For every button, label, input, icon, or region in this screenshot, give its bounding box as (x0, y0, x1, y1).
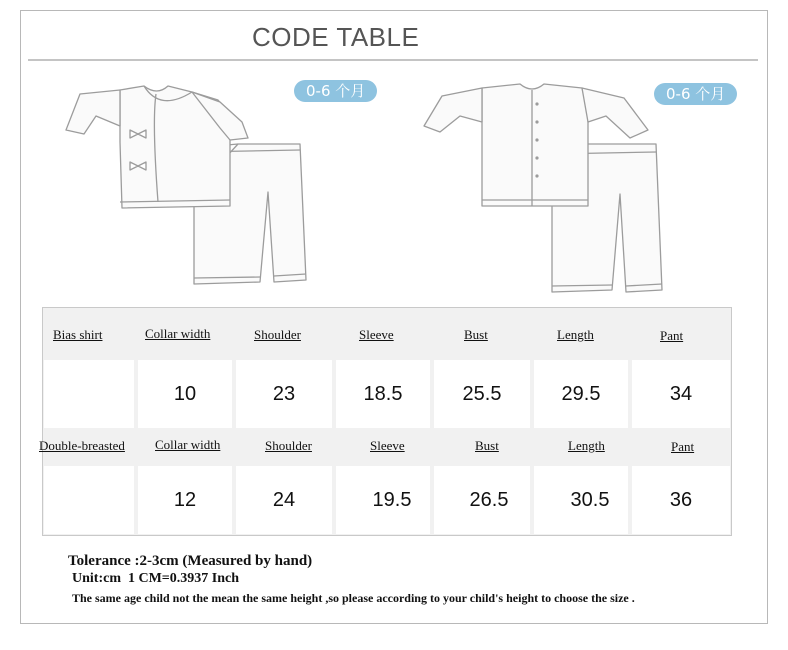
row1-value-collar: 10 (138, 360, 232, 428)
size-advice-note: The same age child not the mean the same height ,so please according to your child's height to choose the size . (72, 591, 635, 605)
page-title: CODE TABLE (252, 22, 420, 52)
row2-value-collar: 12 (138, 466, 232, 534)
age-badge-double: 0-6 个月 (654, 83, 737, 105)
row1-value-pant: 34 (632, 360, 730, 428)
unit-note: Unit:cm 1 CM=0.3937 Inch (72, 571, 240, 586)
row1-value-bust: 25.5 (434, 360, 530, 428)
double-breasted-illustration (420, 82, 670, 297)
row2-value-shoulder: 24 (236, 466, 332, 534)
row2-value-style (44, 466, 134, 534)
row1-header-pant: Pant (660, 328, 684, 343)
tolerance-note: Tolerance :2-3cm (Measured by hand) (68, 553, 313, 569)
row2-header-sleeve: Sleeve (370, 438, 405, 453)
row2-header-pant: Pant (671, 439, 695, 454)
row2-value-pant: 36 (632, 466, 730, 534)
row1-header-collar: Collar width (145, 326, 211, 341)
row1-value-style (44, 360, 134, 428)
row2-header-collar: Collar width (155, 437, 221, 452)
row1-header-length: Length (557, 327, 594, 342)
row1-header-shoulder: Shoulder (254, 327, 301, 342)
age-badge-bias: 0-6 个月 (294, 80, 377, 102)
bias-shirt-illustration (60, 82, 310, 297)
row2-header-style: Double-breasted (39, 438, 125, 453)
title-divider (28, 59, 758, 61)
row1-header-bust: Bust (464, 327, 488, 342)
row1-header-sleeve: Sleeve (359, 327, 394, 342)
row1-value-length: 29.5 (534, 360, 628, 428)
row1-value-sleeve: 18.5 (336, 360, 430, 428)
row2-header-length: Length (568, 438, 605, 453)
row1-header-style: Bias shirt (53, 327, 103, 342)
row2-header-bust: Bust (475, 438, 499, 453)
row2-value-bust: 26.5 (434, 466, 530, 534)
row2-header-shoulder: Shoulder (265, 438, 312, 453)
row2-value-length: 30.5 (534, 466, 628, 534)
row1-value-shoulder: 23 (236, 360, 332, 428)
row2-value-sleeve: 19.5 (336, 466, 430, 534)
